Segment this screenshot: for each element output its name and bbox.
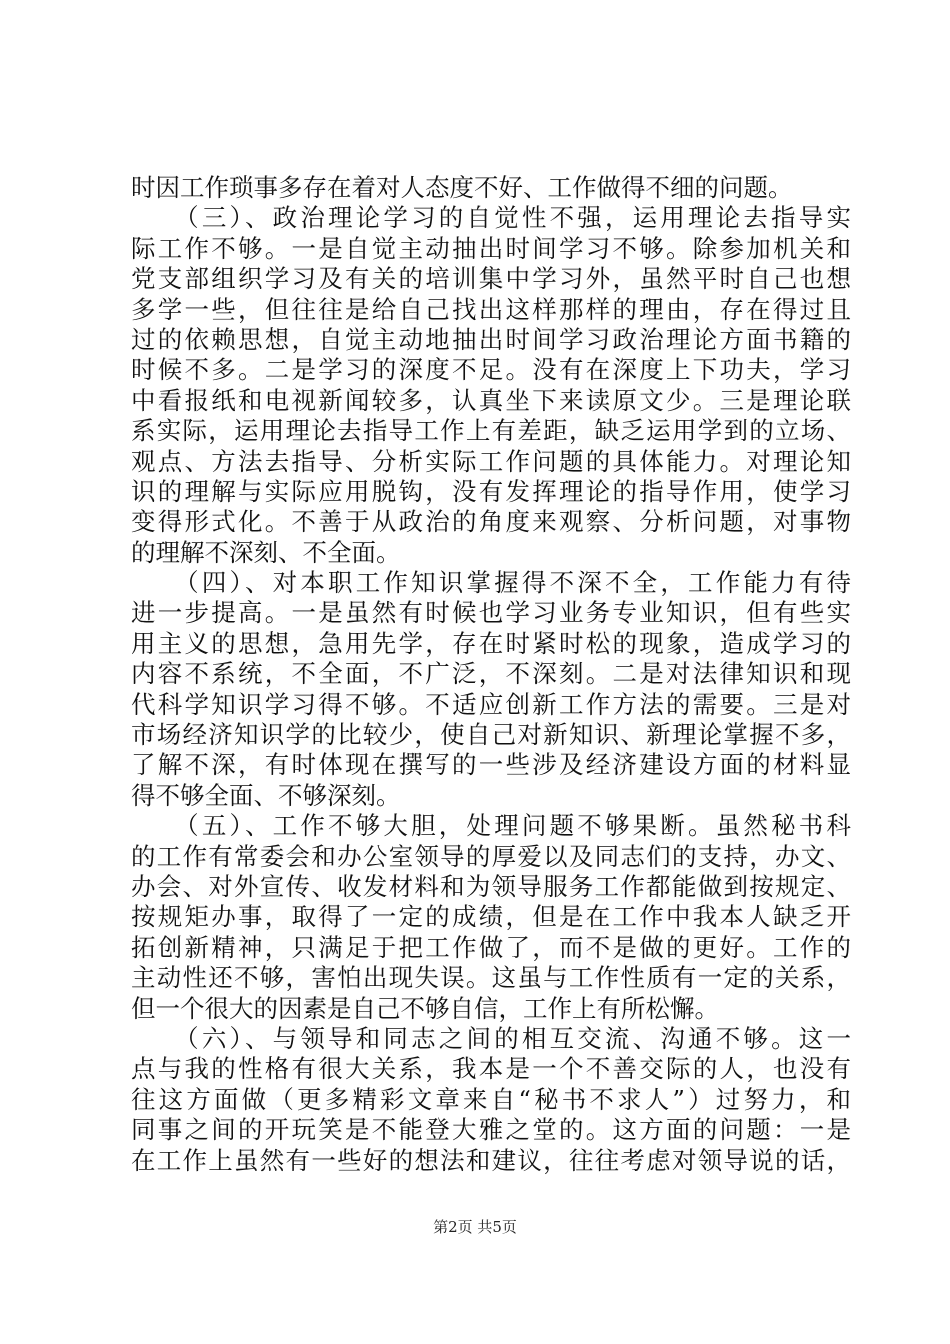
body-line: 拓创新精神，只满足于把工作做了，而不是做的更好。工作的 <box>131 932 851 962</box>
body-line: 多学一些，但往往是给自己找出这样那样的理由，存在得过且 <box>131 294 851 324</box>
body-line: （四）、对本职工作知识掌握得不深不全，工作能力有待 <box>131 568 851 598</box>
body-line: 得不够全面、不够深刻。 <box>131 780 401 810</box>
body-line: 同事之间的开玩笑是不能登大雅之堂的。这方面的问题：一是 <box>131 1115 851 1145</box>
body-line: 但一个很大的因素是自己不够自信，工作上有所松懈。 <box>131 993 719 1023</box>
body-line: 办会、对外宣传、收发材料和为领导服务工作都能做到按规定、 <box>131 871 851 901</box>
body-line: （六）、与领导和同志之间的相互交流、沟通不够。这一 <box>131 1023 851 1053</box>
body-line: 进一步提高。一是虽然有时候也学习业务专业知识，但有些实 <box>131 598 851 628</box>
body-line: 的理解不深刻、不全面。 <box>131 537 401 567</box>
body-line: 在工作上虽然有一些好的想法和建议，往往考虑对领导说的话， <box>131 1145 851 1175</box>
page-footer: 第2页 共5页 <box>433 1218 517 1236</box>
body-line: 际工作不够。一是自觉主动抽出时间学习不够。除参加机关和 <box>131 233 851 263</box>
body-line: 观点、方法去指导、分析实际工作问题的具体能力。对理论知 <box>131 446 851 476</box>
body-line: 按规矩办事，取得了一定的成绩，但是在工作中我本人缺乏开 <box>131 902 851 932</box>
body-line: 时因工作琐事多存在着对人态度不好、工作做得不细的问题。 <box>131 173 793 202</box>
body-line: 变得形式化。不善于从政治的角度来观察、分析问题，对事物 <box>131 507 851 537</box>
body-line: 识的理解与实际应用脱钩，没有发挥理论的指导作用，使学习 <box>131 476 851 506</box>
body-line: （三）、政治理论学习的自觉性不强，运用理论去指导实 <box>131 203 851 233</box>
body-line: 中看报纸和电视新闻较多，认真坐下来读原文少。三是理论联 <box>131 385 851 415</box>
body-line: 党支部组织学习及有关的培训集中学习外，虽然平时自己也想 <box>131 264 851 294</box>
body-line: 时候不多。二是学习的深度不足。没有在深度上下功夫，学习 <box>131 355 851 385</box>
body-line: 主动性还不够，害怕出现失误。这虽与工作性质有一定的关系， <box>131 963 851 993</box>
body-line: 点与我的性格有很大关系，我本是一个不善交际的人，也没有 <box>131 1054 851 1084</box>
body-line: 市场经济知识学的比较少，使自己对新知识、新理论掌握不多， <box>131 720 851 750</box>
body-line: 的工作有常委会和办公室领导的厚爱以及同志们的支持，办文、 <box>131 841 851 871</box>
body-line: 过的依赖思想，自觉主动地抽出时间学习政治理论方面书籍的 <box>131 324 851 354</box>
body-line: 用主义的思想，急用先学，存在时紧时松的现象，造成学习的 <box>131 628 851 658</box>
body-line: 了解不深，有时体现在撰写的一些涉及经济建设方面的材料显 <box>131 750 851 780</box>
body-line: 内容不系统，不全面，不广泛，不深刻。二是对法律知识和现 <box>131 659 851 689</box>
document-body <box>131 173 851 1176</box>
body-line: 往这方面做（更多精彩文章来自“秘书不求人”）过努力，和 <box>131 1084 851 1114</box>
body-line: （五）、工作不够大胆，处理问题不够果断。虽然秘书科 <box>131 811 851 841</box>
body-line: 代科学知识学习得不够。不适应创新工作方法的需要。三是对 <box>131 689 851 719</box>
body-line: 系实际，运用理论去指导工作上有差距，缺乏运用学到的立场、 <box>131 416 851 446</box>
